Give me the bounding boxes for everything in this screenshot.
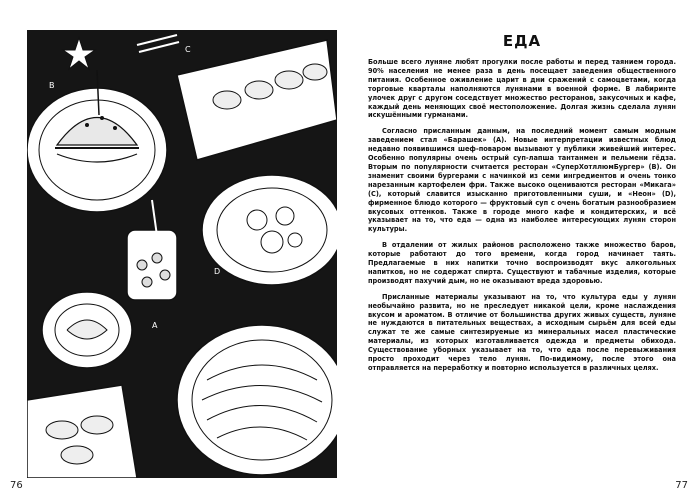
left-page-number: 76: [10, 480, 23, 491]
label-a: A: [152, 321, 158, 330]
soup-plate: [202, 175, 337, 285]
food-illustration: [27, 30, 337, 478]
noodle-bowl: [177, 325, 337, 475]
dumpling-plate: [27, 385, 137, 478]
article-paragraph: Больше всего луняне любят прогулки после работы и перед таянием города. 90% населения не менее раза в день посещает заведения общественного питания. Особенное оживление царит в дни сражений с самоцветами, когда торговые кварталы наполняются лунянами в военной форме. В лабиринте улочек друг с другом соседствует множество ресторанов, закусочных и кафе, каждый день меняющих своё местоположение. Долгая жизнь сделала лунян искушёнными гурманами.: [368, 58, 676, 120]
article-title: ЕДА: [502, 32, 542, 50]
right-page-number: 77: [675, 480, 688, 491]
food-illustration-drawing: [27, 30, 337, 478]
small-bowl: [42, 292, 132, 368]
article: [368, 32, 676, 380]
article-paragraph: В отдалении от жилых районов расположено также множество баров, которые работают до того времени, когда город начинает таять. Предлагаемые в них напитки точно воспроизводят вкус алкогольных напитков, но не содержат спирта. Существуют и табачные изделия, которые производят пахучий дым, но не оказывают вреда здоровью.: [368, 241, 676, 285]
label-b: B: [49, 81, 55, 90]
label-d: D: [214, 267, 221, 276]
article-paragraph: Согласно присланным данным, на последний момент самым модным заведением стал «Барашек» (A). Новые интерпретации известных блюд недавно появившимся шеф-поваром вызывают у публики живейший интерес. Особенно популярны очень острый суп-лапша тантанмен и пельмени гёдза. Вторым по популярности считается ресторан «СуперХотллюмБургер» (B). Он знаменит своими бургерами с начинкой из семи ингредиентов и очень тонко нарезанным картофелем фри. Также высоко оцениваются ресторан «Микага» (C), который славится изысканно приготовленными суши, и «Неон» (D), фирменное блюдо которого — фруктовый суп с очень богатым разнообразием вкусовых оттенков. Также в городе много кафе и кондитерских, и всё указывает на то, что еда — одна из наиболее интересующих лунян сторон культуры.: [368, 127, 676, 234]
article-paragraph: Присланные материалы указывают на то, что культура еды у лунян необычайно развита, но не преследует никакой цели, кроме наслаждения вкусом и ароматом. В отличие от большинства других живых существ, луняне не нуждаются в питательных веществах, а исходным сырьём для всей еды служат те же самые синтезируемые из минеральных масел пластические материалы, из которых изготавливается одежда и предметы обихода. Существование уборных указывает на то, что еда после перевыживания просто проходит через тело лунян. По-видимому, после этого она отправляется на переработку и повторно используется в различных целях.: [368, 292, 676, 372]
label-c: C: [185, 45, 191, 54]
